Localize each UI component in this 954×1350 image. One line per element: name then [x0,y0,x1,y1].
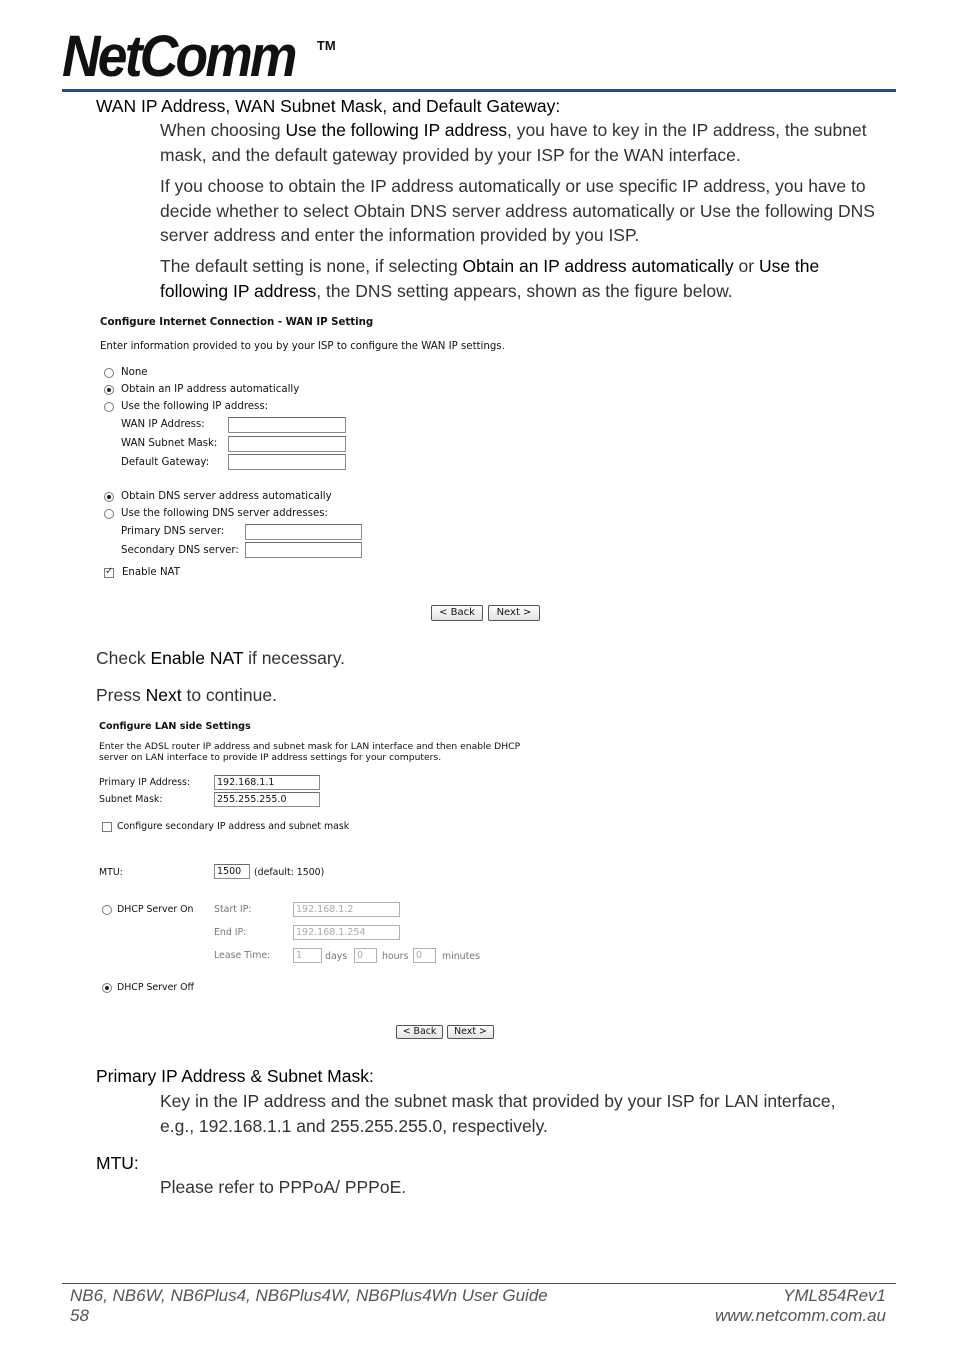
mtu-input[interactable]: 1500 [214,864,250,879]
emphasis: Enable NAT [150,648,244,668]
radio-dns-auto[interactable] [104,492,114,502]
dns-primary-label: Primary DNS server: [121,526,225,537]
footer-rule [62,1283,896,1284]
wan-ip-label: WAN IP Address: [121,419,205,430]
lease-minutes-unit: minutes [442,951,480,962]
paragraph-wan-2: If you choose to obtain the IP address automatically or use specific IP address, you have to decide whether to select Obtain DNS server address automatically or Use the following DNS server address and enter the information provided by you ISP. [160,176,875,245]
gateway-input[interactable] [228,454,346,470]
lan-form-title [99,720,251,734]
wan-mask-input[interactable] [228,436,346,452]
subnet-mask-input[interactable]: 255.255.255.0 [214,792,320,807]
subnet-mask-label: Subnet Mask: [99,794,163,805]
dns-secondary-label: Secondary DNS server: [121,545,239,556]
text: to continue. [181,685,277,705]
footer-revision: YML854Rev1 [782,1286,886,1305]
gateway-label: Default Gateway: [121,457,210,468]
radio-dhcp-off-label: DHCP Server Off [117,982,195,993]
wan-next-button[interactable]: Next > [488,605,540,621]
radio-use-following-ip[interactable] [104,402,114,412]
logo-wordmark: NetComm [62,24,295,89]
primary-ip-input[interactable]: 192.168.1.1 [214,775,320,790]
wan-form-intro: Enter information provided to you by your ISP to configure the WAN IP settings. [100,341,505,352]
paragraph-wan-1 [160,118,890,167]
lease-minutes-input[interactable]: 0 [413,948,436,963]
text: or [733,256,759,276]
title-text: Configure LAN side Settings [99,721,251,732]
primary-ip-label: Primary IP Address: [99,777,191,788]
intro-line: Enter the ADSL router IP address and subnet mask for LAN interface and then enable DHCP [99,741,521,752]
lan-form-intro [99,741,520,763]
secondary-ip-label: Configure secondary IP address and subnet mask [117,821,350,832]
emphasis: Use the following IP address [160,256,820,301]
lan-back-button[interactable]: < Back [396,1025,443,1039]
start-ip-label: Start IP: [214,904,252,915]
enable-nat-checkbox[interactable] [104,568,114,578]
netcomm-logo [62,24,336,89]
footer-url[interactable]: www.netcomm.com.au [715,1306,886,1325]
radio-dhcp-on-label: DHCP Server On [117,904,194,915]
intro-line: server on LAN interface to provide IP address settings for your computers. [99,752,442,763]
footer-page-number: 58 [70,1306,89,1325]
radio-dhcp-off[interactable] [102,983,112,993]
text: if necessary. [243,648,346,668]
text: , the DNS setting appears, shown as the figure below. [316,280,733,301]
paragraph-wan-3 [160,254,890,303]
text: Press [96,685,146,705]
radio-use-following-ip-label: Use the following IP address: [121,401,269,412]
section-heading-mtu: MTU: [96,1153,139,1173]
press-next-instruction [96,683,277,708]
logo-trademark: TM [316,38,336,53]
wan-back-button[interactable]: < Back [431,605,483,621]
wan-form-title [100,316,373,330]
mtu-default-hint: (default: 1500) [254,867,325,878]
mtu-label: MTU: [99,867,123,878]
radio-dns-manual[interactable] [104,509,114,519]
secondary-ip-checkbox[interactable] [102,822,112,832]
radio-none-label: None [121,367,148,378]
text: When choosing [160,120,286,140]
section-heading-wan: WAN IP Address, WAN Subnet Mask, and Default Gateway: [96,96,561,116]
emphasis: Obtain an IP address automatically [462,256,734,276]
paragraph-primary-ip: Key in the IP address and the subnet mask that provided by your ISP for LAN interface, e.g., 192.168.1.1 and 255.255.255.0, respectively. [160,1091,836,1136]
lease-time-label: Lease Time: [214,950,271,961]
dns-primary-input[interactable] [245,524,362,540]
footer-guide-title: NB6, NB6W, NB6Plus4, NB6Plus4W, NB6Plus4Wn User Guide [70,1286,548,1305]
wan-ip-input[interactable] [228,417,346,433]
radio-dhcp-on[interactable] [102,905,112,915]
text: Check [96,648,151,668]
wan-mask-label: WAN Subnet Mask: [121,438,218,449]
emphasis: Next [145,685,182,705]
radio-dns-auto-label: Obtain DNS server address automatically [121,491,332,502]
title-text: Configure Internet Connection - WAN IP Setting [100,317,374,328]
start-ip-input[interactable]: 192.168.1.2 [293,902,400,917]
section-heading-primary-ip: Primary IP Address & Subnet Mask: [96,1066,374,1086]
radio-obtain-ip-auto[interactable] [104,385,114,395]
dns-secondary-input[interactable] [245,542,362,558]
lease-days-input[interactable]: 1 [293,948,322,963]
lan-next-button[interactable]: Next > [447,1025,494,1039]
text: , you have to key in the IP address, the subnet mask, and the default gateway provided by your ISP for the WAN interface. [160,120,867,165]
lease-hours-input[interactable]: 0 [354,948,377,963]
emphasis: Use the following IP address [285,120,507,140]
paragraph-mtu: Please refer to PPPoA/ PPPoE. [160,1177,407,1197]
lease-days-unit: days [325,951,348,962]
text: The default setting is none, if selecting [160,256,463,276]
enable-nat-label: Enable NAT [122,567,180,578]
end-ip-input[interactable]: 192.168.1.254 [293,925,400,940]
header-rule [62,89,896,92]
end-ip-label: End IP: [214,927,247,938]
check-nat-instruction [96,646,345,671]
lease-hours-unit: hours [382,951,409,962]
radio-obtain-ip-auto-label: Obtain an IP address automatically [121,384,300,395]
radio-none[interactable] [104,368,114,378]
radio-dns-manual-label: Use the following DNS server addresses: [121,508,328,519]
